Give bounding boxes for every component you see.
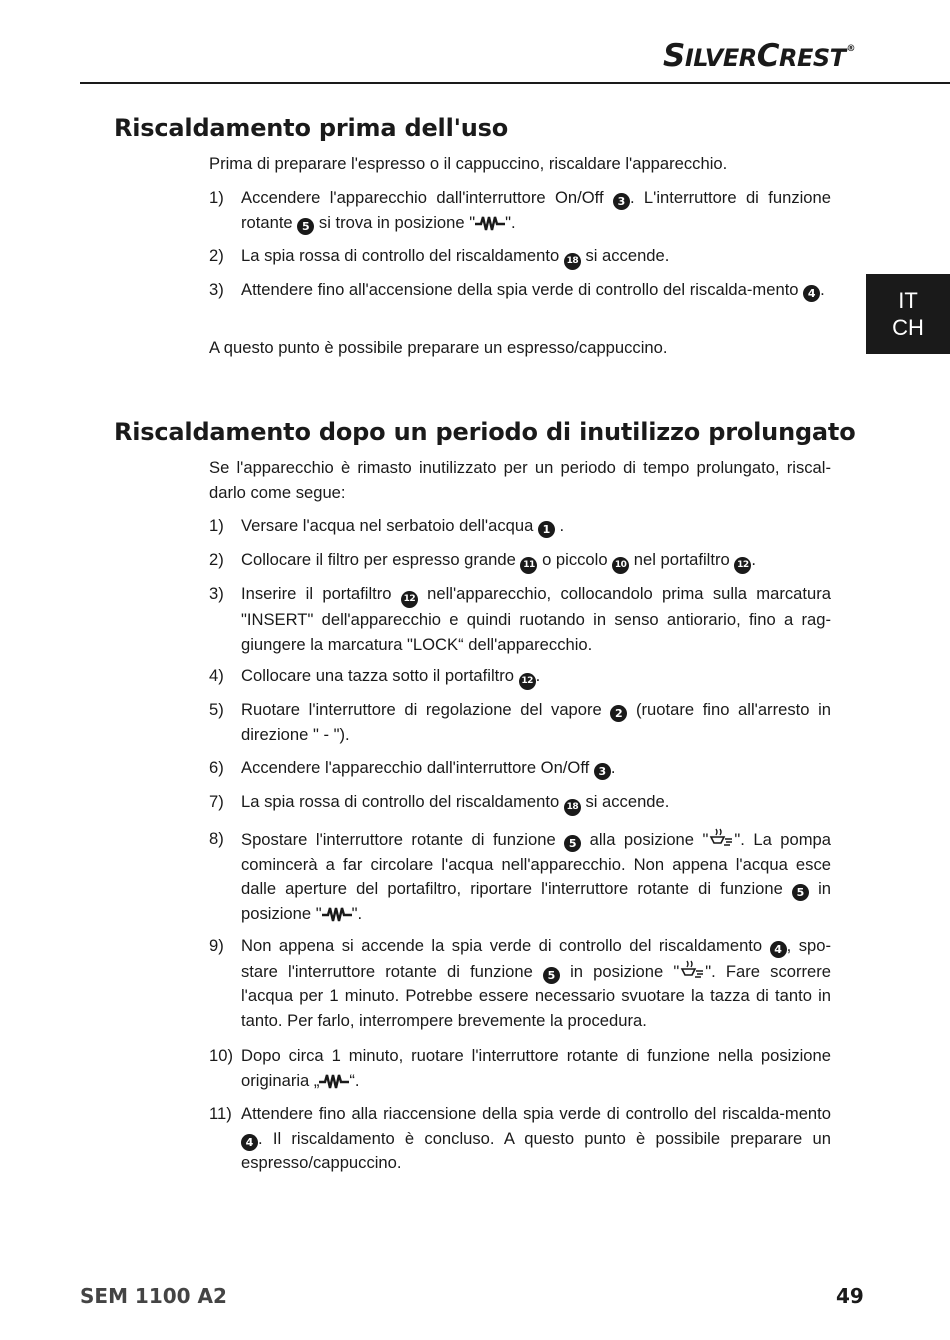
- section2-intro: Se l'apparecchio è rimasto inutilizzato per un periodo di tempo prolungato, riscal-darlo come segue:: [209, 458, 831, 502]
- callout-number: 5: [543, 967, 560, 984]
- steam-cup-icon: [708, 827, 734, 849]
- list-item: 3) Inserire il portafiltro 12 nell'apparecchio, collocandolo prima sulla marcatura "INSERT" dell'apparecchio e quindi ruotando in senso antiorario, fino a rag-giungere la marcatura "LOCK“ dell'apparecchio.: [209, 584, 831, 654]
- callout-number: 5: [297, 218, 314, 235]
- section-title-heating-before-use: Riscaldamento prima dell'uso: [114, 114, 509, 142]
- callout-number: 12: [401, 591, 418, 608]
- callout-number: 18: [564, 253, 581, 270]
- list-item: 7) La spia rossa di controllo del riscaldamento 18 si accende.: [209, 790, 831, 816]
- section1-outro: A questo punto è possibile preparare un espresso/cappuccino.: [209, 338, 668, 357]
- heat-wave-icon: [319, 1072, 349, 1090]
- steam-cup-icon: [679, 959, 705, 981]
- list-item: 6) Accendere l'apparecchio dall'interruttore On/Off 3 .: [209, 758, 616, 778]
- list-item: 10) Dopo circa 1 minuto, ruotare l'interruttore rotante di funzione nella posizione originaria „ “.: [209, 1046, 831, 1090]
- list-item: 1) Accendere l'apparecchio dall'interruttore On/Off 3 . L'interruttore di funzione rotante 5 si trova in posizione " ".: [209, 188, 831, 233]
- section-title-heating-after-inactivity: Riscaldamento dopo un periodo di inutilizzo prolungato: [114, 418, 856, 446]
- list-item: 9) Non appena si accende la spia verde di controllo del riscaldamento 4 , spo-stare l'interruttore rotante di funzione 5 in posizione " ". Fare scorrere l'acqua per 1 minuto. Potrebbe essere necessario svuotare la tazza di tanto in tanto. Per farlo, interrompere brevemente la procedura.: [209, 936, 832, 1030]
- language-tab: [866, 274, 950, 354]
- lang-ch: CH: [892, 315, 924, 340]
- list-item: 4) Collocare una tazza sotto il portafiltro 12 .: [209, 664, 831, 690]
- callout-number: 12: [734, 557, 751, 574]
- lang-it: IT: [898, 288, 918, 313]
- callout-number: 2: [610, 705, 627, 722]
- list-item: 3) Attendere fino all'accensione della spia verde di controllo del riscalda-mento 4 .: [209, 280, 825, 300]
- callout-number: 3: [613, 193, 630, 210]
- list-item: 2) La spia rossa di controllo del riscaldamento 18 si accende.: [209, 244, 831, 270]
- footer-model-number: SEM 1100 A2: [80, 1284, 227, 1308]
- callout-number: 3: [594, 763, 611, 780]
- callout-number: 10: [612, 557, 629, 574]
- callout-number: 12: [519, 673, 536, 690]
- callout-number: 18: [564, 799, 581, 816]
- callout-number: 4: [803, 285, 820, 302]
- list-item: 1) Versare l'acqua nel serbatoio dell'acqua 1 .: [209, 516, 565, 536]
- callout-number: 1: [538, 521, 555, 538]
- list-item: 2) Collocare il filtro per espresso grande 11 o piccolo 10 nel portafiltro 12 .: [209, 548, 831, 574]
- list-item: 5) Ruotare l'interruttore di regolazione del vapore 2 (ruotare fino all'arresto in direzione " - ").: [209, 700, 831, 744]
- page-number: 49: [836, 1284, 864, 1308]
- callout-number: 5: [564, 835, 581, 852]
- header-rule: [80, 82, 950, 84]
- heat-wave-icon: [475, 214, 505, 232]
- section1-intro: Prima di preparare l'espresso o il cappuccino, riscaldare l'apparecchio.: [209, 154, 728, 173]
- heat-wave-icon: [322, 905, 352, 923]
- list-item: 11) Attendere fino alla riaccensione della spia verde di controllo del riscalda-mento 4 . Il riscaldamento è concluso. A questo punto è possibile preparare un espresso/cappuccino.: [209, 1104, 831, 1172]
- callout-number: 11: [520, 557, 537, 574]
- list-item: 8) Spostare l'interruttore rotante di funzione 5 alla posizione " ". La pompa comincerà a far circolare l'acqua nell'apparecchio. Non appena l'acqua esce dalle aperture del portafiltro, riportare l'interruttore rotante di funzione 5 in posizione " ".: [209, 829, 831, 923]
- brand-logo: SILVERCREST®: [663, 38, 855, 74]
- callout-number: 4: [241, 1134, 258, 1151]
- callout-number: 4: [770, 941, 787, 958]
- callout-number: 5: [792, 884, 809, 901]
